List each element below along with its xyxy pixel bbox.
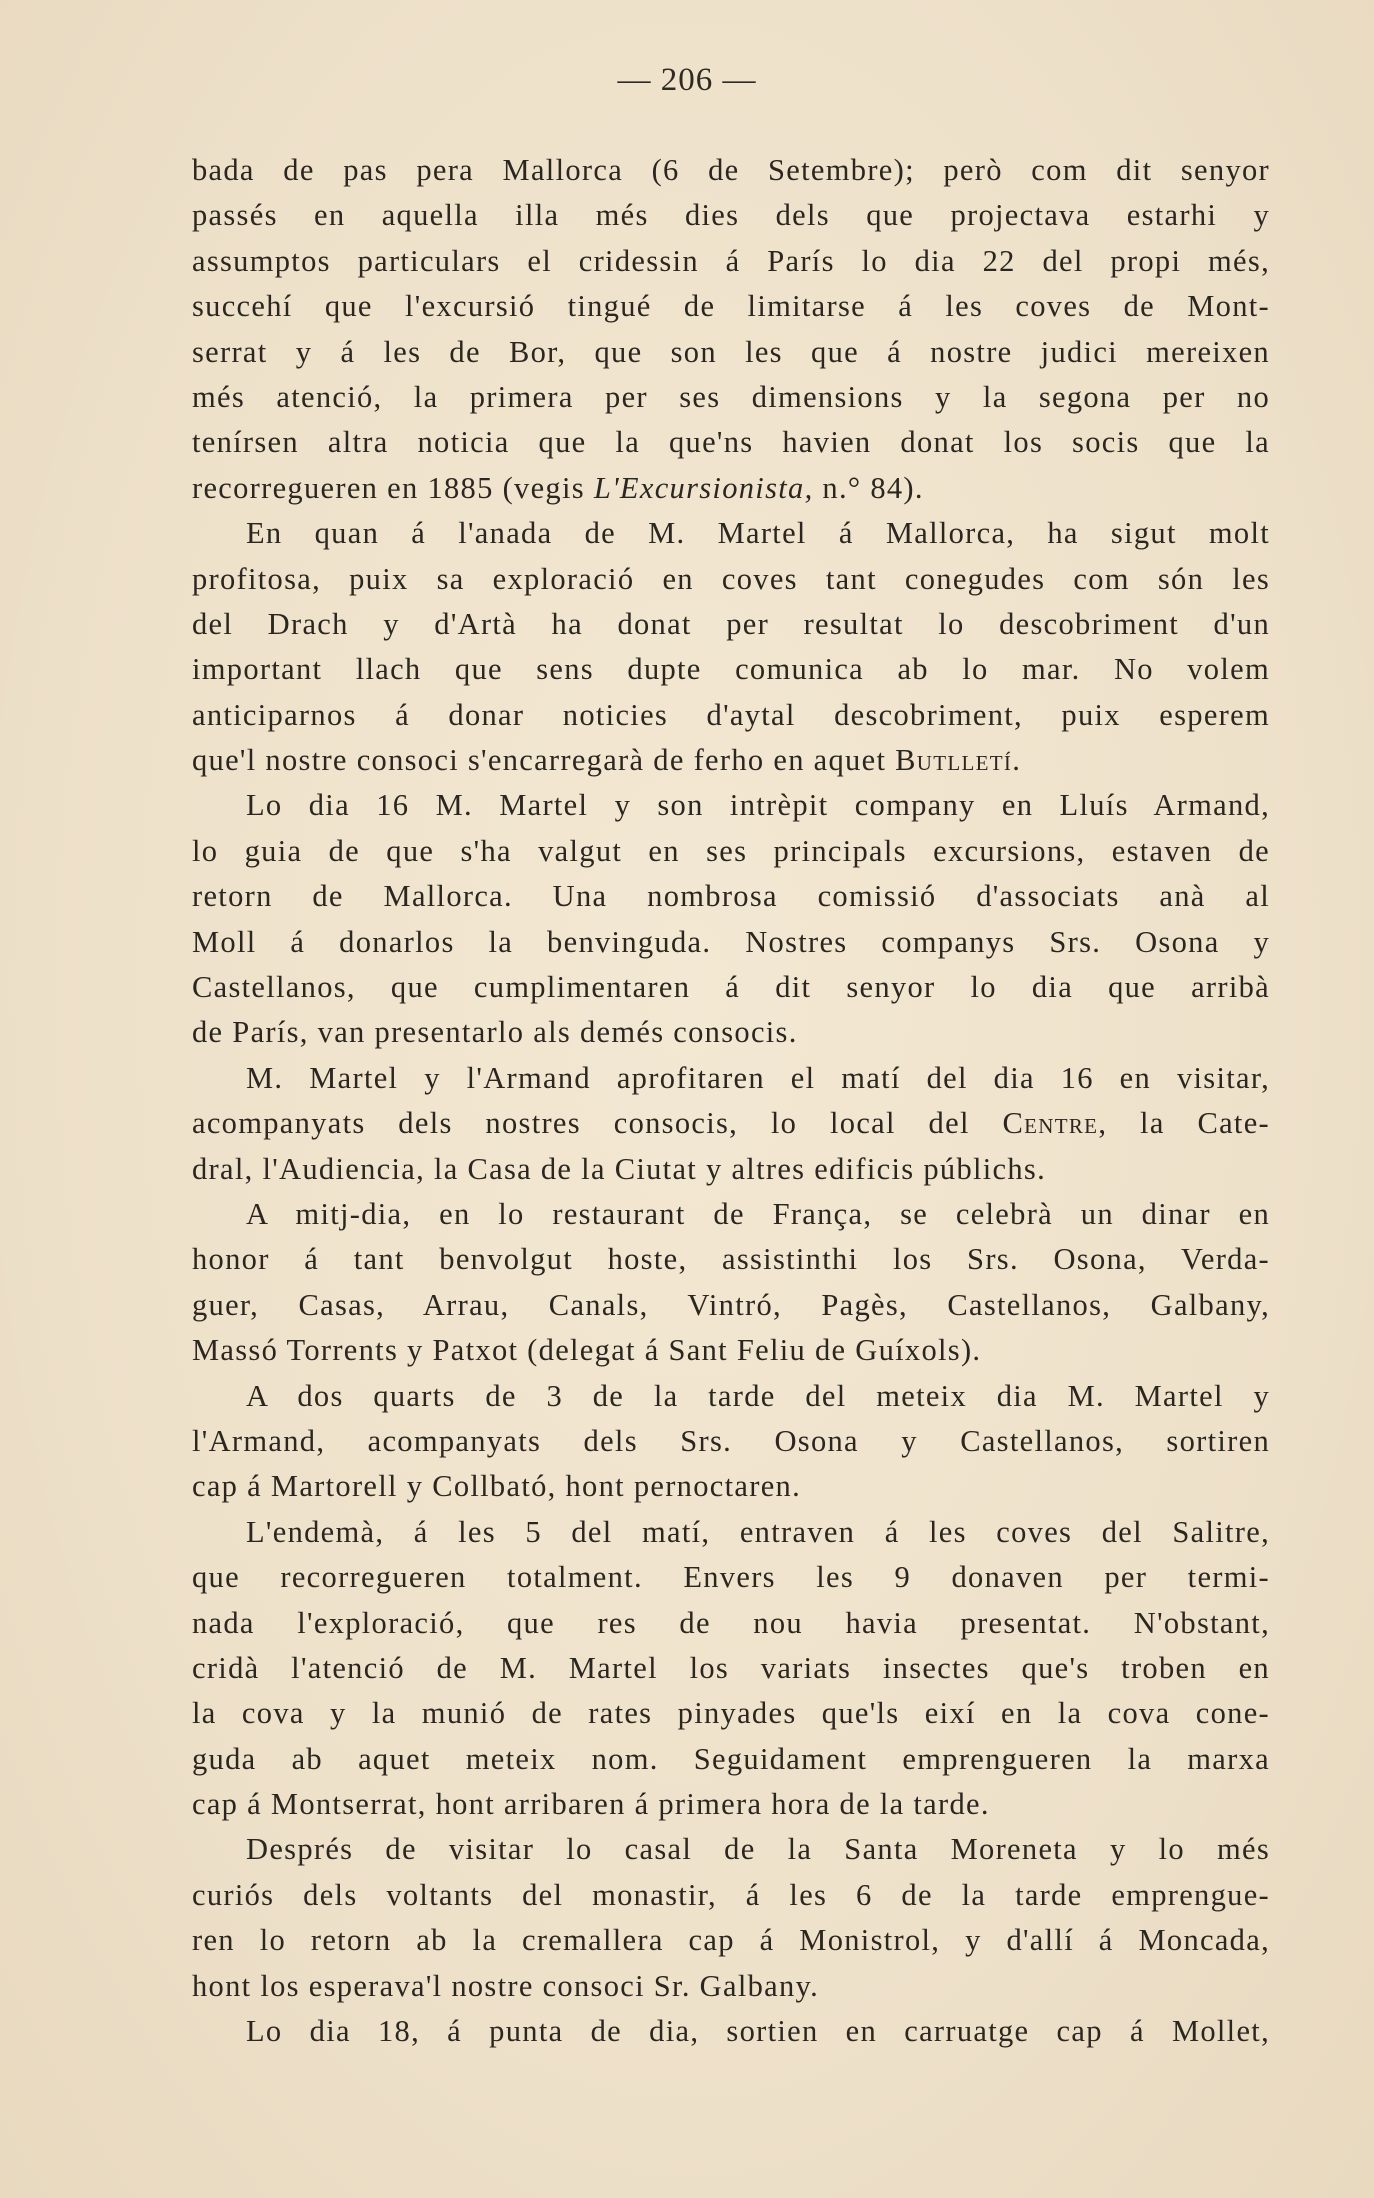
- text-line: tenírsen altra noticia que la que'ns havien donat los socis que la: [192, 425, 1270, 460]
- text-line: A mitj-dia, en lo restaurant de França, se celebrà un dinar en: [246, 1196, 1270, 1231]
- text-line: dral, l'Audiencia, la Casa de la Ciutat y altres edificis públichs.: [192, 1151, 1047, 1186]
- text-line: anticiparnos á donar noticies d'aytal descobriment, puix esperem: [192, 697, 1270, 732]
- text-line: En quan á l'anada de M. Martel á Mallorca, ha sigut molt: [246, 516, 1270, 551]
- text-run: n.° 84).: [813, 470, 924, 505]
- text-line: ren lo retorn ab la cremallera cap á Monistrol, y d'allí á Moncada,: [192, 1923, 1270, 1958]
- text-line: retorn de Mallorca. Una nombrosa comissió d'associats anà al: [192, 879, 1270, 914]
- text-line: que recorregueren totalment. Envers les 9 donaven per termi-: [192, 1560, 1270, 1595]
- text-line: serrat y á les de Bor, que son les que á nostre judici mereixen: [192, 334, 1270, 369]
- text-line: nada l'exploració, que res de nou havia presentat. N'obstant,: [192, 1605, 1270, 1640]
- text-line: passés en aquella illa més dies dels que projectava estarhi y: [192, 198, 1270, 233]
- text-line: profitosa, puix sa exploració en coves tant conegudes com són les: [192, 561, 1270, 596]
- text-line: M. Martel y l'Armand aprofitaren el matí del dia 16 en visitar,: [246, 1060, 1270, 1095]
- text-line: l'Armand, acompanyats dels Srs. Osona y Castellanos, sortiren: [192, 1423, 1270, 1458]
- text-line: Castellanos, que cumplimentaren á dit senyor lo dia que arribà: [192, 970, 1270, 1005]
- text-line: succehí que l'excursió tingué de limitarse á les coves de Mont-: [192, 289, 1270, 324]
- text-line: bada de pas pera Mallorca (6 de Setembre); però com dit senyor: [192, 153, 1270, 187]
- text-line: guda ab aquet meteix nom. Seguidament emprengueren la marxa: [192, 1741, 1270, 1776]
- text-line: cap á Martorell y Collbató, hont pernoctaren.: [192, 1469, 802, 1504]
- text-line: [192, 738, 1270, 783]
- text-line: Després de visitar lo casal de la Santa Moreneta y lo més: [246, 1832, 1270, 1867]
- text-line: [192, 1101, 1270, 1146]
- text-line: Massó Torrents y Patxot (delegat á Sant Feliu de Guíxols).: [192, 1333, 982, 1368]
- text-line: Lo dia 18, á punta de dia, sortien en carruatge cap á Mollet,: [246, 2014, 1270, 2049]
- text-run: .: [1012, 743, 1022, 778]
- text-line: guer, Casas, Arrau, Canals, Vintró, Pagès, Castellanos, Galbany,: [192, 1287, 1270, 1322]
- body-text: [192, 148, 1270, 2054]
- text-line: hont los esperava'l nostre consoci Sr. Galbany.: [192, 1968, 820, 2003]
- text-line: més atenció, la primera per ses dimensions y la segona per no: [192, 379, 1270, 414]
- text-line: honor á tant benvolgut hoste, assistinthi los Srs. Osona, Verda-: [192, 1242, 1270, 1277]
- text-line: Moll á donarlos la benvinguda. Nostres companys Srs. Osona y: [192, 924, 1270, 959]
- text-line: lo guia de que s'ha valgut en ses principals excursions, estaven de: [192, 833, 1270, 868]
- text-line: assumptos particulars el cridessin á París lo dia 22 del propi més,: [192, 243, 1270, 278]
- journal-title: L'Excursionista,: [593, 470, 814, 505]
- text-line: de París, van presentarlo als demés consocis.: [192, 1015, 798, 1050]
- text-line: cap á Montserrat, hont arribaren á primera hora de la tarde.: [192, 1787, 990, 1822]
- text-run: acompanyats dels nostres consocis, lo local del: [192, 1106, 1003, 1141]
- text-run: que'l nostre consoci s'encarregarà de ferho en aquet: [192, 743, 896, 778]
- text-line: [192, 466, 1270, 511]
- text-line: curiós dels voltants del monastir, á les 6 de la tarde emprengue-: [192, 1877, 1270, 1912]
- text-line: la cova y la munió de rates pinyades que'ls eixí en la cova cone-: [192, 1696, 1270, 1731]
- text-line: L'endemà, á les 5 del matí, entraven á les coves del Salitre,: [246, 1514, 1270, 1549]
- text-run: recorregueren en 1885 (vegis: [192, 470, 594, 505]
- text-line: del Drach y d'Artà ha donat per resultat lo descobriment d'un: [192, 606, 1270, 641]
- text-line: A dos quarts de 3 de la tarde del meteix dia M. Martel y: [246, 1378, 1270, 1413]
- organization-name: Centre: [1002, 1106, 1099, 1141]
- text-run: , la Cate-: [1098, 1106, 1270, 1141]
- text-line: Lo dia 16 M. Martel y son intrèpit company en Lluís Armand,: [246, 788, 1270, 823]
- text-line: important llach que sens dupte comunica ab lo mar. No volem: [192, 652, 1270, 687]
- publication-name: Butlletí: [895, 743, 1013, 778]
- page-number: — 206 —: [617, 62, 757, 98]
- text-line: cridà l'atenció de M. Martel los variats insectes que's troben en: [192, 1650, 1270, 1685]
